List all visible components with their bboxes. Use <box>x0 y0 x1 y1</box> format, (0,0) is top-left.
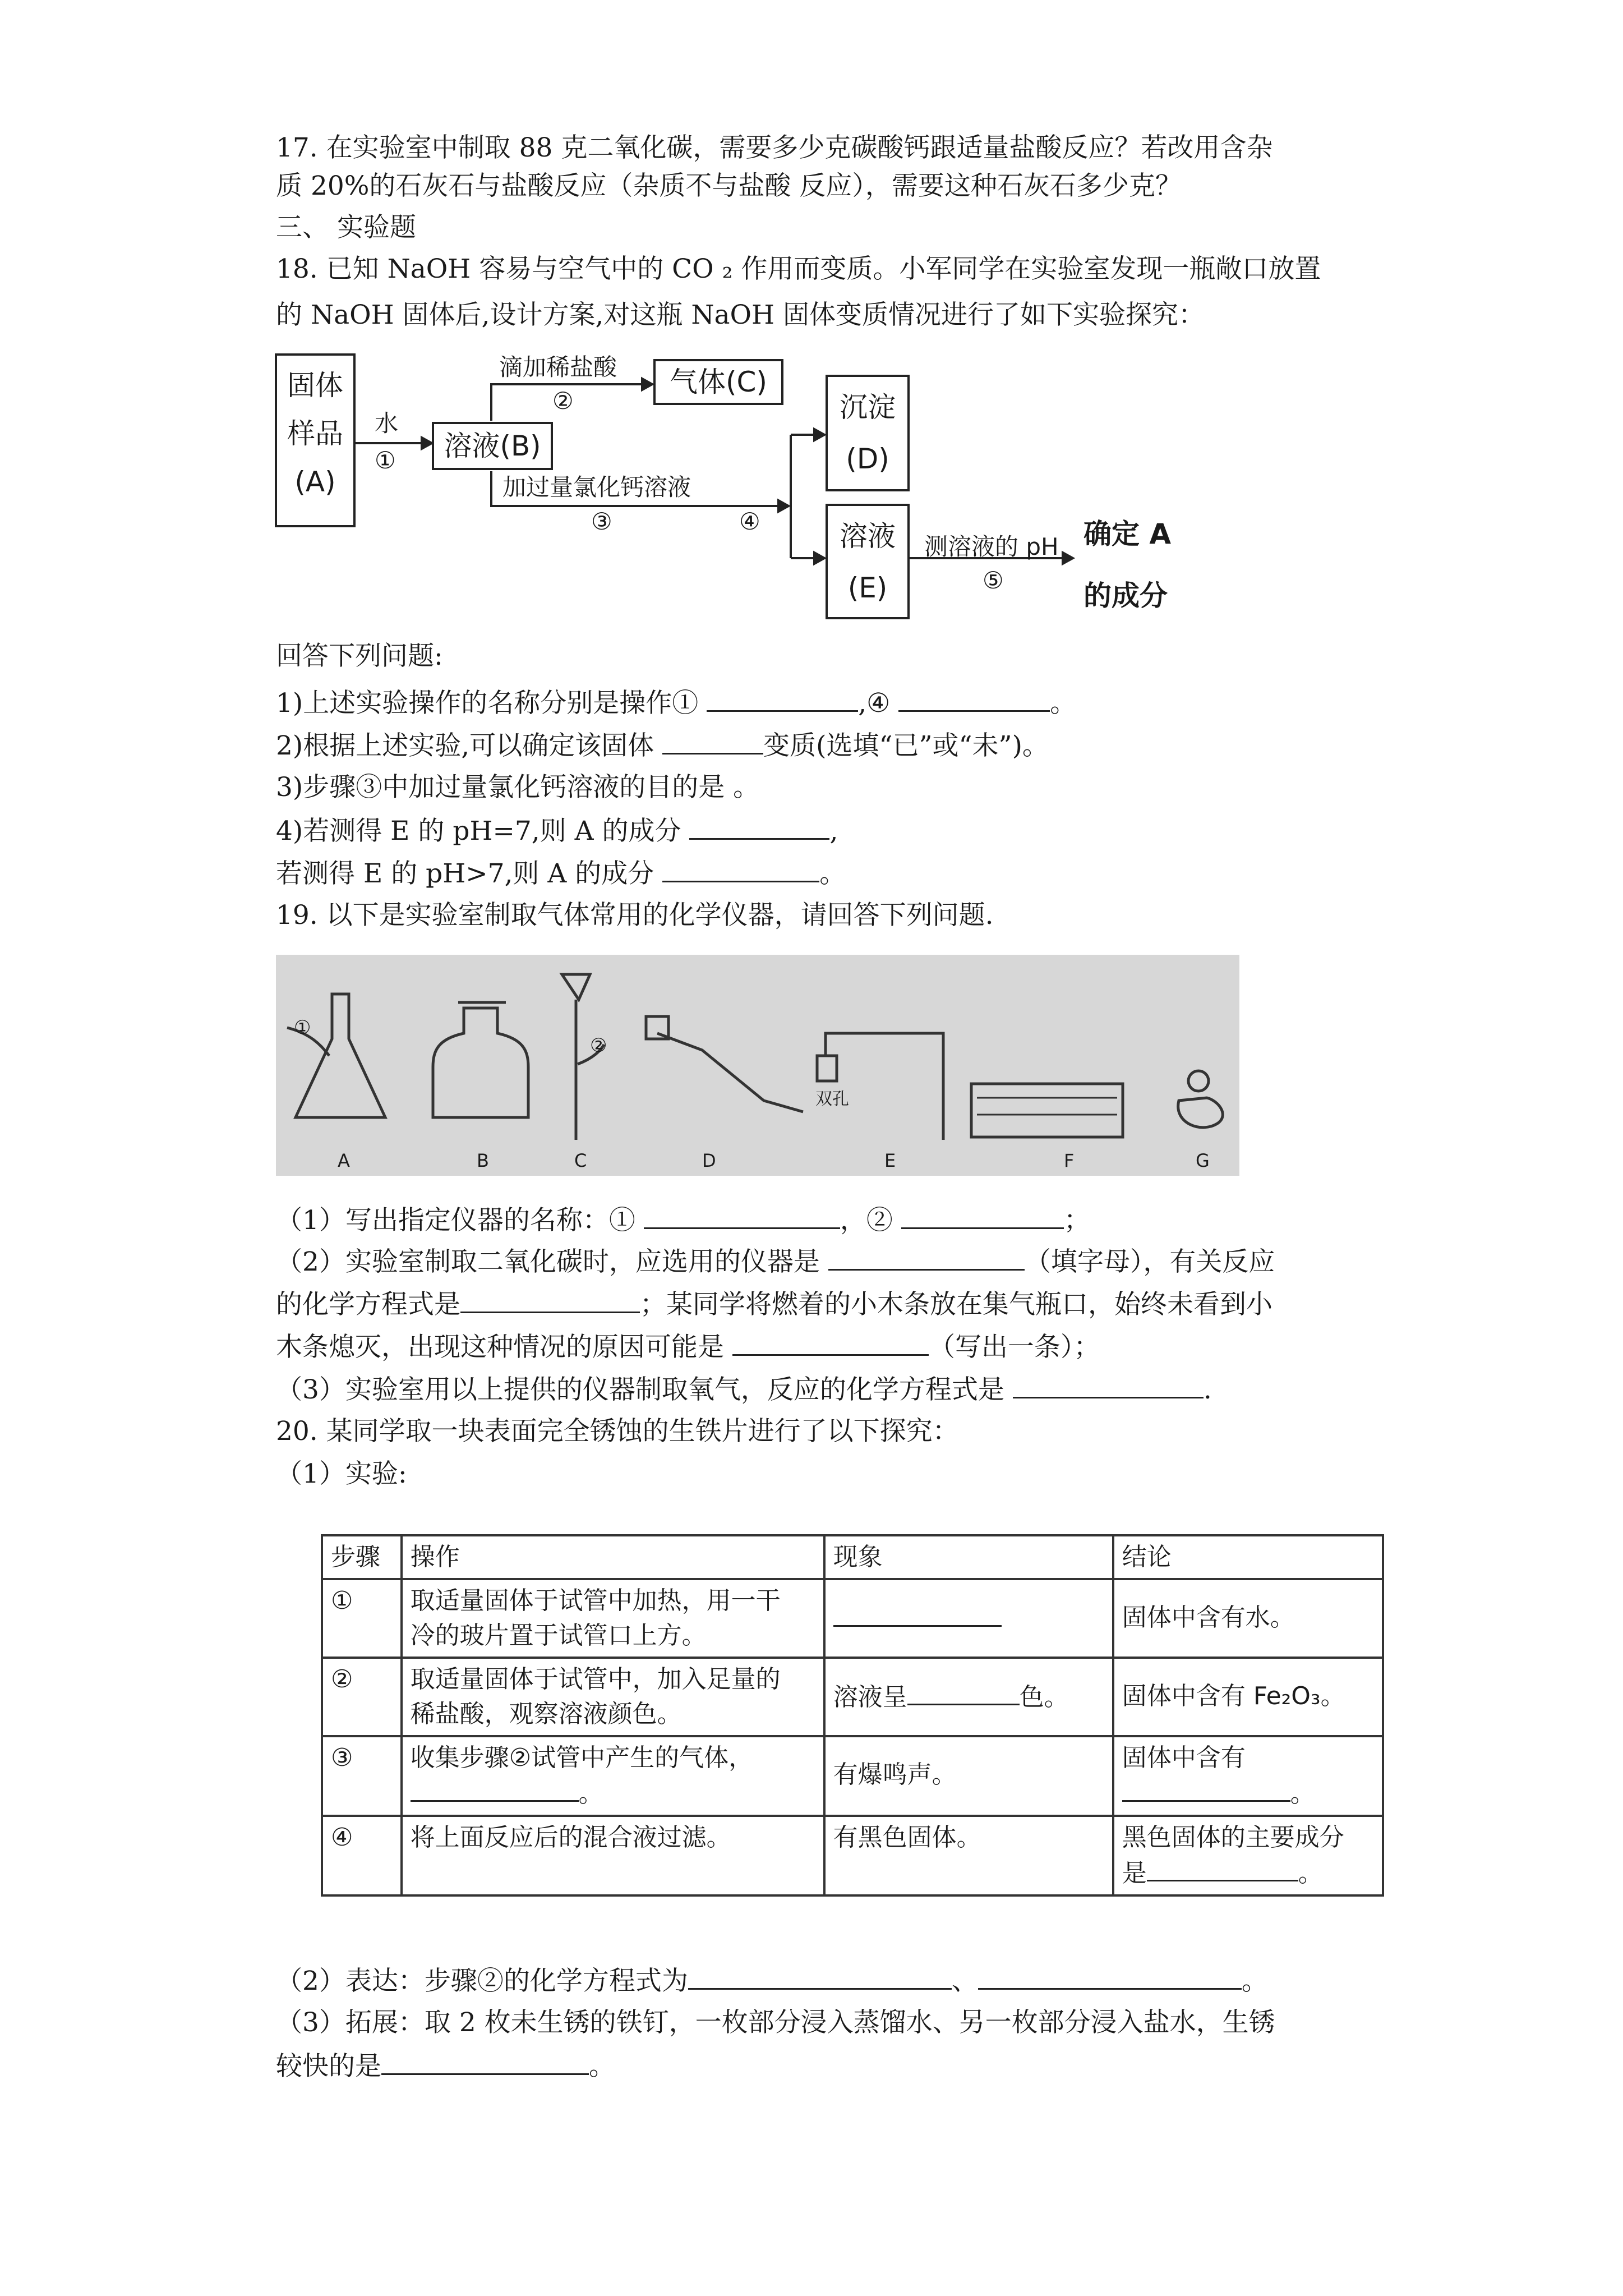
q18-sub4-end: , <box>829 816 838 846</box>
blank-o2-equation[interactable] <box>1013 1371 1204 1398</box>
box-e-line1: 溶液 <box>840 520 896 553</box>
q19-p2-line2 <box>276 1286 1272 1323</box>
table-header-row <box>322 1535 1383 1579</box>
q19-p3 <box>276 1371 1212 1408</box>
blank-equation-2[interactable] <box>978 1962 1242 1990</box>
label-step2: ② <box>552 387 574 415</box>
section-heading: 三、 实验题 <box>276 212 416 243</box>
row1-step: ① <box>322 1579 402 1658</box>
q18-sub5-text: 若测得 E 的 pH>7,则 A 的成分 <box>276 858 654 889</box>
box-solid-sample-a <box>275 353 356 527</box>
row4-concl-pre-blank: 是 <box>1122 1859 1147 1888</box>
label-water: 水 <box>375 409 399 437</box>
label-step4: ④ <box>739 508 760 535</box>
row2-conclusion <box>1113 1658 1383 1736</box>
blank-row3-conclusion[interactable] <box>1122 1775 1290 1802</box>
q18-sub2-text2: 变质(选填“已”或“未”)。 <box>763 730 1049 761</box>
water-lines-f <box>977 1098 1117 1115</box>
arrowhead-to-e <box>814 553 824 564</box>
row3-op-end: 。 <box>578 1779 603 1808</box>
label-add-hcl: 滴加稀盐酸 <box>499 353 617 381</box>
lamp-cap-g <box>1188 1071 1209 1091</box>
row2-op-line2: 稀盐酸，观察溶液颜色。 <box>410 1700 682 1728</box>
q19-p2-text2: （填字母），有关反应 <box>1024 1246 1275 1277</box>
row3-conclusion <box>1113 1736 1383 1816</box>
q20-p2-text: （2）表达：步骤②的化学方程式为 <box>276 1966 688 1996</box>
header-operation: 操作 <box>402 1535 824 1579</box>
row1-conclusion <box>1113 1579 1383 1658</box>
q20-title: 20. 某同学取一块表面完全锈蚀的生铁片进行了以下探究： <box>276 1416 959 1447</box>
q18-sub1 <box>276 684 1076 721</box>
blank-instrument-2[interactable] <box>901 1202 1064 1229</box>
label-double-hole: 双孔 <box>815 1089 849 1109</box>
blank-row1-phenomenon[interactable] <box>833 1600 1002 1627</box>
blank-ph7[interactable] <box>689 812 829 840</box>
row2-step: ② <box>322 1658 402 1736</box>
apparatus-label-e: E <box>884 1150 896 1171</box>
apparatus-label-a: A <box>338 1150 350 1171</box>
experiment-table <box>321 1534 1384 1897</box>
q19-p3-end: . <box>1203 1374 1212 1405</box>
blank-reason[interactable] <box>732 1328 929 1356</box>
blank-op1[interactable] <box>707 684 858 712</box>
q19-p2-line1 <box>276 1243 1275 1280</box>
table-row <box>322 1658 1383 1736</box>
box-solution-b: 溶液(B) <box>432 422 553 470</box>
row1-op-line1: 取适量固体于试管中加热，用一干 <box>410 1586 781 1615</box>
label-result-1: 确定 A <box>1083 518 1172 550</box>
row1-op-line2: 冷的玻片置于试管口上方。 <box>410 1621 707 1650</box>
row3-concl-end: 。 <box>1290 1779 1315 1808</box>
q19-p2-text5: 木条熄灭，出现这种情况的原因可能是 <box>276 1332 724 1363</box>
q20-p2-sep: 、 <box>951 1966 978 1996</box>
arrowhead-a-b <box>422 438 432 449</box>
arrowhead-to-d <box>814 429 824 440</box>
q20-p3-text: 较快的是 <box>276 2051 381 2082</box>
arrowhead-b-c <box>642 379 652 390</box>
row3-step: ③ <box>322 1736 402 1816</box>
q18-sub1-text: 1)上述实验操作的名称分别是操作① <box>276 688 699 719</box>
row4-phenomenon <box>824 1816 1113 1895</box>
q20-sub1: （1）实验: <box>276 1458 407 1489</box>
blank-instrument-1[interactable] <box>644 1202 840 1229</box>
box-gas-c: 气体(C) <box>653 359 783 405</box>
apparatus-label-b: B <box>477 1150 489 1171</box>
q18-sub4-text: 4)若测得 E 的 pH=7,则 A 的成分 <box>276 816 681 846</box>
q19-p1-end: ； <box>1063 1205 1090 1236</box>
row3-operation <box>402 1736 824 1816</box>
blank-co2-equation[interactable] <box>460 1286 640 1313</box>
q19-p1-text2: ，② <box>840 1205 893 1236</box>
box-d-line2: (D) <box>846 443 889 475</box>
q18-sub5-end: 。 <box>819 858 846 889</box>
blank-op4[interactable] <box>898 684 1050 712</box>
row2-concl-text: 固体中含有 Fe₂O₃。 <box>1122 1682 1345 1710</box>
q19-p2-text6: （写出一条）； <box>928 1332 1100 1363</box>
row4-phen-text: 有黑色固体。 <box>833 1823 981 1852</box>
arrowhead-b-split <box>778 500 789 512</box>
row4-conclusion: 黑色固体的主要成分 是 。 <box>1113 1816 1383 1895</box>
row4-concl-text: 黑色固体的主要成分 <box>1122 1823 1344 1852</box>
blank-co2-apparatus[interactable] <box>828 1243 1025 1271</box>
arrowhead-e-result <box>1063 553 1073 564</box>
table-row <box>322 1579 1383 1658</box>
table-row <box>322 1816 1383 1895</box>
apparatus-photo <box>276 955 1239 1176</box>
row2-phen-post: 色。 <box>1019 1683 1069 1711</box>
funnel-top-c <box>562 974 590 1000</box>
q20-p3-line2 <box>276 2047 615 2085</box>
q20-p3-end: 。 <box>589 2051 615 2082</box>
q17-line1: 17. 在实验室中制取 88 克二氧化碳，需要多少克碳酸钙跟适量盐酸反应？若改用含杂 <box>276 132 1273 163</box>
marker-2: ② <box>590 1034 607 1057</box>
label-add-cacl2: 加过量氯化钙溶液 <box>502 473 691 501</box>
q18-line2: 的 NaOH 固体后,设计方案,对这瓶 NaOH 固体变质情况进行了如下实验探究： <box>276 300 1205 330</box>
row3-phen-text: 有爆鸣声。 <box>833 1760 957 1789</box>
box-a-line2: 样品 <box>287 417 343 450</box>
box-solution-e <box>826 504 910 619</box>
row4-op-line1: 将上面反应后的混合液过滤。 <box>410 1823 731 1852</box>
box-a-line3: (A) <box>294 466 336 498</box>
header-step: 步骤 <box>322 1535 402 1579</box>
box-a-line1: 固体 <box>287 369 343 402</box>
blank-deteriorated[interactable] <box>662 727 763 754</box>
blank-ph-gt7[interactable] <box>662 855 819 882</box>
q19-p2-line3 <box>276 1328 1100 1365</box>
blank-equation-1[interactable] <box>688 1962 952 1990</box>
delivery-tube-d <box>657 1033 803 1112</box>
water-trough-f <box>971 1084 1123 1137</box>
box-d-line1: 沉淀 <box>840 391 896 424</box>
row2-operation <box>402 1658 824 1736</box>
apparatus-label-g: G <box>1196 1150 1210 1171</box>
row1-concl-text: 固体中含有水。 <box>1122 1603 1295 1632</box>
row1-operation <box>402 1579 824 1658</box>
apparatus-drawing <box>276 955 1239 1176</box>
q18-line1: 18. 已知 NaOH 容易与空气中的 CO ₂ 作用而变质。小军同学在实验室发现一瓶敞口放置 <box>276 254 1321 284</box>
header-phenomenon: 现象 <box>824 1535 1113 1579</box>
label-step1: ① <box>375 447 396 474</box>
q19-p2-text: （2）实验室制取二氧化碳时，应选用的仪器是 <box>276 1246 820 1277</box>
blank-row2-color[interactable] <box>907 1679 1020 1705</box>
header-conclusion: 结论 <box>1113 1535 1383 1579</box>
label-step5: ⑤ <box>983 567 1004 594</box>
q18-sub5 <box>276 855 846 892</box>
blank-row3-operation[interactable] <box>411 1775 579 1802</box>
q19-p2-text3: 的化学方程式是 <box>276 1289 460 1320</box>
collecting-bottle-b <box>433 1008 528 1117</box>
apparatus-label-c: C <box>574 1150 587 1171</box>
double-hole-stopper-e <box>817 1056 837 1081</box>
row2-phen-pre: 溶液呈 <box>833 1683 907 1711</box>
box-precipitate-d <box>826 375 910 491</box>
q18-sub1-end: 。 <box>1050 688 1077 719</box>
answer-intro: 回答下列问题: <box>276 641 443 671</box>
q18-sub1-text2: ,④ <box>858 688 891 719</box>
label-step3: ③ <box>591 508 612 535</box>
q18-sub2 <box>276 727 1049 764</box>
q19-p1 <box>276 1202 1090 1239</box>
row3-op-line1: 收集步骤②试管中产生的气体， <box>410 1743 754 1772</box>
conical-flask-a <box>296 994 385 1117</box>
q17-line2: 质 20%的石灰石与盐酸反应（杂质不与盐酸 反应），需要这种石灰石多少克？ <box>276 171 1182 201</box>
q19-p1-text: （1）写出指定仪器的名称：① <box>276 1205 635 1236</box>
box-e-line2: (E) <box>847 572 888 604</box>
apparatus-label-d: D <box>702 1150 716 1171</box>
label-measure-ph: 测溶液的 pH <box>924 533 1059 560</box>
alcohol-lamp-g <box>1178 1098 1223 1128</box>
row1-phenomenon <box>824 1579 1113 1658</box>
q18-sub4 <box>276 812 838 849</box>
q20-p2 <box>276 1962 1268 1999</box>
q18-sub3: 3)步骤③中加过量氯化钙溶液的目的是 。 <box>276 772 760 803</box>
q18-sub2-text: 2)根据上述实验,可以确定该固体 <box>276 730 654 761</box>
row4-operation <box>402 1816 824 1895</box>
row3-concl-text: 固体中含有 <box>1122 1743 1246 1772</box>
table-row <box>322 1736 1383 1816</box>
q19-p3-text: （3）实验室用以上提供的仪器制取氧气，反应的化学方程式是 <box>276 1374 1004 1405</box>
row2-op-line1: 取适量固体于试管中，加入足量的 <box>410 1665 781 1694</box>
q20-p2-end: 。 <box>1241 1966 1268 1996</box>
marker-1: ① <box>294 1016 311 1039</box>
label-result-2: 的成分 <box>1083 579 1168 612</box>
blank-row4-conclusion[interactable] <box>1147 1855 1298 1881</box>
blank-faster-rust[interactable] <box>381 2047 589 2075</box>
row2-phenomenon <box>824 1658 1113 1736</box>
apparatus-label-f: F <box>1064 1150 1075 1171</box>
row3-phenomenon <box>824 1736 1113 1816</box>
q20-p3-line1: （3）拓展：取 2 枚未生锈的铁钉，一枚部分浸入蒸馏水、另一枚部分浸入盐水，生锈 <box>276 2007 1275 2038</box>
q19-p2-text4: ；某同学将燃着的小木条放在集气瓶口，始终未看到小 <box>640 1289 1272 1320</box>
q19-title: 19. 以下是实验室制取气体常用的化学仪器，请回答下列问题. <box>276 900 994 931</box>
row4-step: ④ <box>322 1816 402 1895</box>
